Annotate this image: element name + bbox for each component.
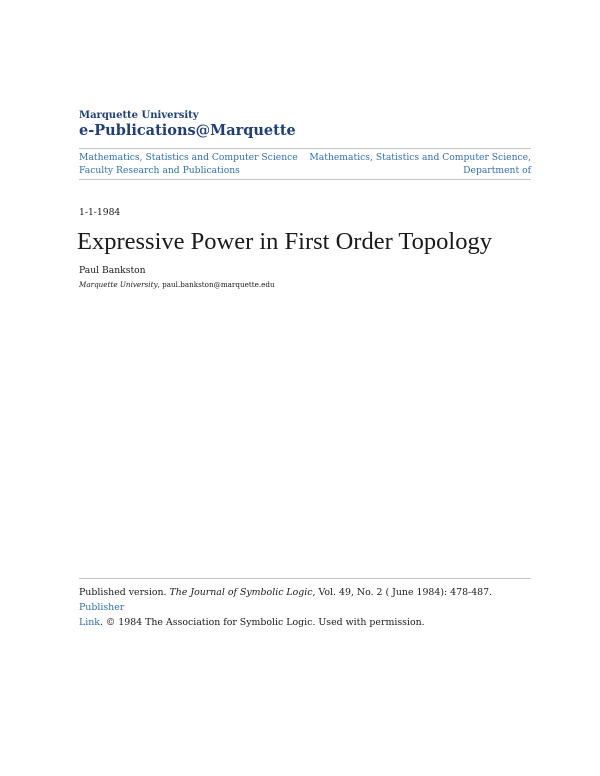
citation-journal: The Journal of Symbolic Logic [169, 587, 313, 598]
collection-right-line1: Mathematics, Statistics and Computer Science, [309, 152, 531, 163]
collection-right-line2: Department of [463, 165, 531, 176]
article-title: Expressive Power in First Order Topology [77, 228, 492, 255]
citation-prefix: Published version. [79, 587, 170, 598]
author-name: Paul Bankston [79, 265, 146, 276]
affiliation-institution: Marquette University [79, 280, 158, 289]
publication-date: 1-1-1984 [79, 207, 121, 218]
author-affiliation [79, 280, 275, 289]
repository-header [79, 110, 531, 140]
collection-left-line2: Faculty Research and Publications [79, 165, 240, 176]
collections-bar [79, 151, 531, 177]
affiliation-email: , paul.bankston@marquette.edu [157, 280, 275, 289]
collection-right-link[interactable] [301, 151, 531, 177]
collection-left-line1: Mathematics, Statistics and Computer Science [79, 152, 298, 163]
publisher-link-part2[interactable]: Link [79, 617, 100, 628]
collections-rule [79, 179, 531, 180]
publisher-link-part1[interactable]: Publisher [79, 602, 125, 613]
header-rule [79, 148, 531, 149]
collection-left-link[interactable] [79, 151, 309, 177]
repository-name[interactable]: e-Publications@Marquette [79, 122, 296, 139]
citation-suffix: . © 1984 The Association for Symbolic Logic. Used with permission. [99, 617, 425, 628]
citation-block [79, 585, 531, 630]
citation-rule [79, 578, 531, 579]
citation-details: , Vol. 49, No. 2 ( June 1984): 478-487. [312, 587, 493, 598]
institution-name[interactable]: Marquette University [79, 110, 199, 121]
